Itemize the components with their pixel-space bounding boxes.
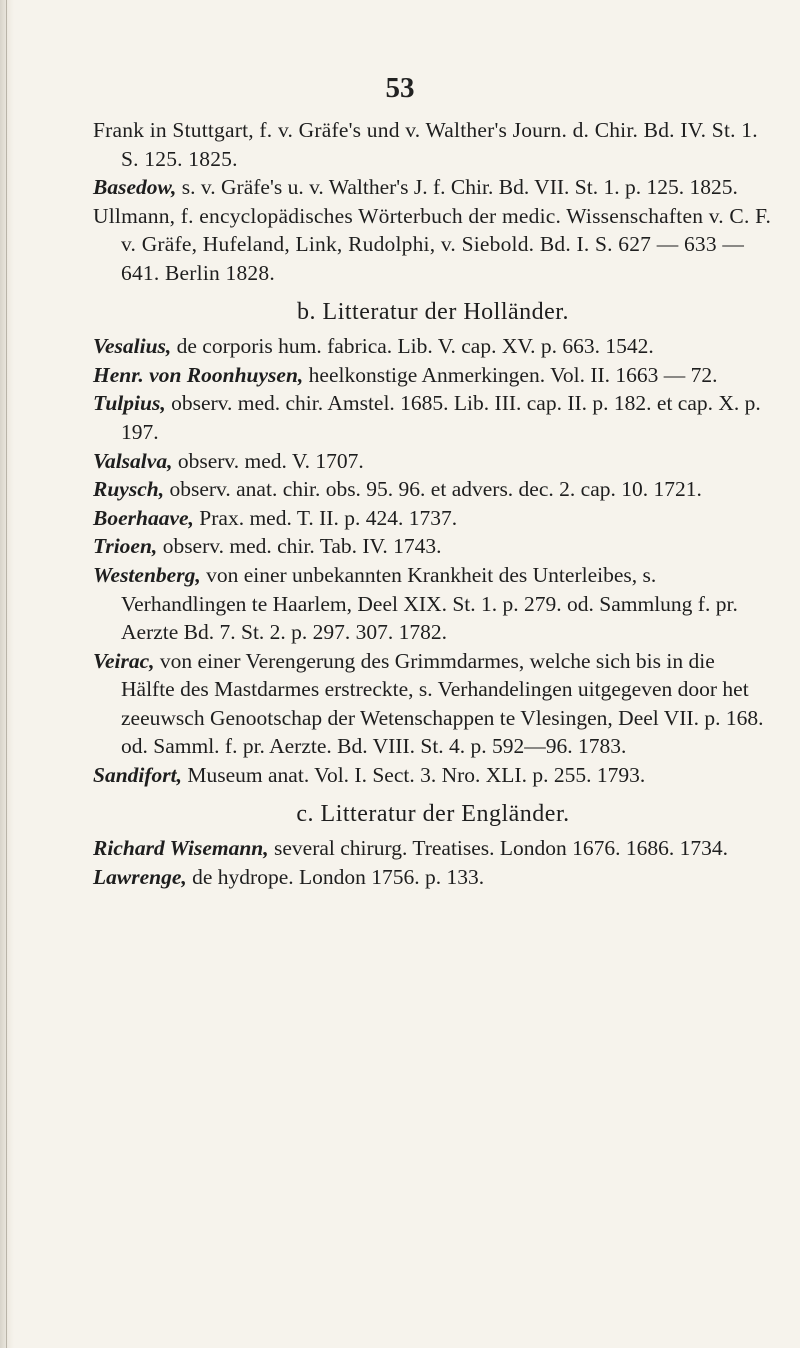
author-name: Trioen, [93,534,158,559]
entry-text: Museum anat. Vol. I. Sect. 3. Nro. XLI. p. 255. 1793. [182,763,646,788]
author-name: Valsalva, [93,448,173,473]
entry-trioen [93,532,773,561]
entry-text: von einer unbekannten Krankheit des Unterleibes, s. Verhandlingen te Haarlem, Deel XIX. St. 1. p. 279. od. Sammlung f. pr. Aerzte Bd. 7. St. 2. p. 297. 307. 1782. [121,562,738,645]
author-name: Basedow, [93,175,177,200]
author-name: Sandifort, [93,763,183,788]
page-number: 53 [385,72,415,104]
document-body [93,116,773,891]
entry-text: Prax. med. T. II. p. 424. 1737. [193,505,458,530]
entry-wisemann [93,834,773,863]
section-heading-hollaender: b. Litteratur der Holländer. [297,298,569,325]
author-name: Tulpius, [93,391,166,416]
entry-frank: Frank in Stuttgart, f. v. Gräfe's und v. Walther's Journ. d. Chir. Bd. IV. St. 1. S. 125. 1825. [93,118,758,171]
entry-vesalius [93,332,773,361]
entry-text: de corporis hum. fabrica. Lib. V. cap. XV. p. 663. 1542. [171,334,654,359]
entry-text: observ. med. V. 1707. [172,448,364,473]
entry-text: observ. med. chir. Amstel. 1685. Lib. III. cap. II. p. 182. et cap. X. p. 197. [121,391,761,444]
entry-text: von einer Verengerung des Grimmdarmes, welche sich bis in die Hälfte des Mastdarmes erstreckte, s. Verhandelingen uitgegeven door het zeeuwsch Genootschap der Wetenschappen te Vlesingen, Deel VII. p. 168. od. Samml. f. pr. Aerzte. Bd. VIII. St. 4. p. 592—96. 1783. [121,648,764,759]
author-name: Henr. von Roonhuysen, [93,362,304,387]
author-name: Westenberg, [93,562,201,587]
entry-text: heelkonstige Anmerkingen. Vol. II. 1663 — 72. [303,362,718,387]
author-name: Lawrenge, [93,864,187,889]
entry-sandifort [93,761,773,790]
entry-text: observ. med. chir. Tab. IV. 1743. [157,534,442,559]
entry-text: observ. anat. chir. obs. 95. 96. et advers. dec. 2. cap. 10. 1721. [164,477,702,502]
entry-text: de hydrope. London 1756. p. 133. [186,864,485,889]
entry-ruysch [93,475,773,504]
entry-basedow [93,173,773,202]
entry-veirac [93,647,773,761]
section-heading-englaender: c. Litteratur der Engländer. [296,800,570,827]
author-name: Boerhaave, [93,505,194,530]
entry-text: several chirurg. Treatises. London 1676. 1686. 1734. [268,836,729,861]
page-gutter-shadow [0,0,14,1348]
entry-lawrenge [93,863,773,892]
entry-tulpius [93,389,773,446]
author-name: Ruysch, [93,477,165,502]
entry-ullmann: Ullmann, f. encyclopädisches Wörterbuch der medic. Wissenschaften v. C. F. v. Gräfe, Hufeland, Link, Rudolphi, v. Siebold. Bd. I. S. 627 — 633 — 641. Berlin 1828. [93,203,772,285]
entry-valsalva [93,447,773,476]
entry-westenberg [93,561,773,647]
entry-text: s. v. Gräfe's u. v. Walther's J. f. Chir. Bd. VII. St. 1. p. 125. 1825. [176,175,738,200]
entry-roonhuysen [93,361,773,390]
author-name: Veirac, [93,648,155,673]
author-name: Richard Wisemann, [93,836,269,861]
entry-boerhaave [93,504,773,533]
binding-line [6,0,7,1348]
author-name: Vesalius, [93,334,172,359]
